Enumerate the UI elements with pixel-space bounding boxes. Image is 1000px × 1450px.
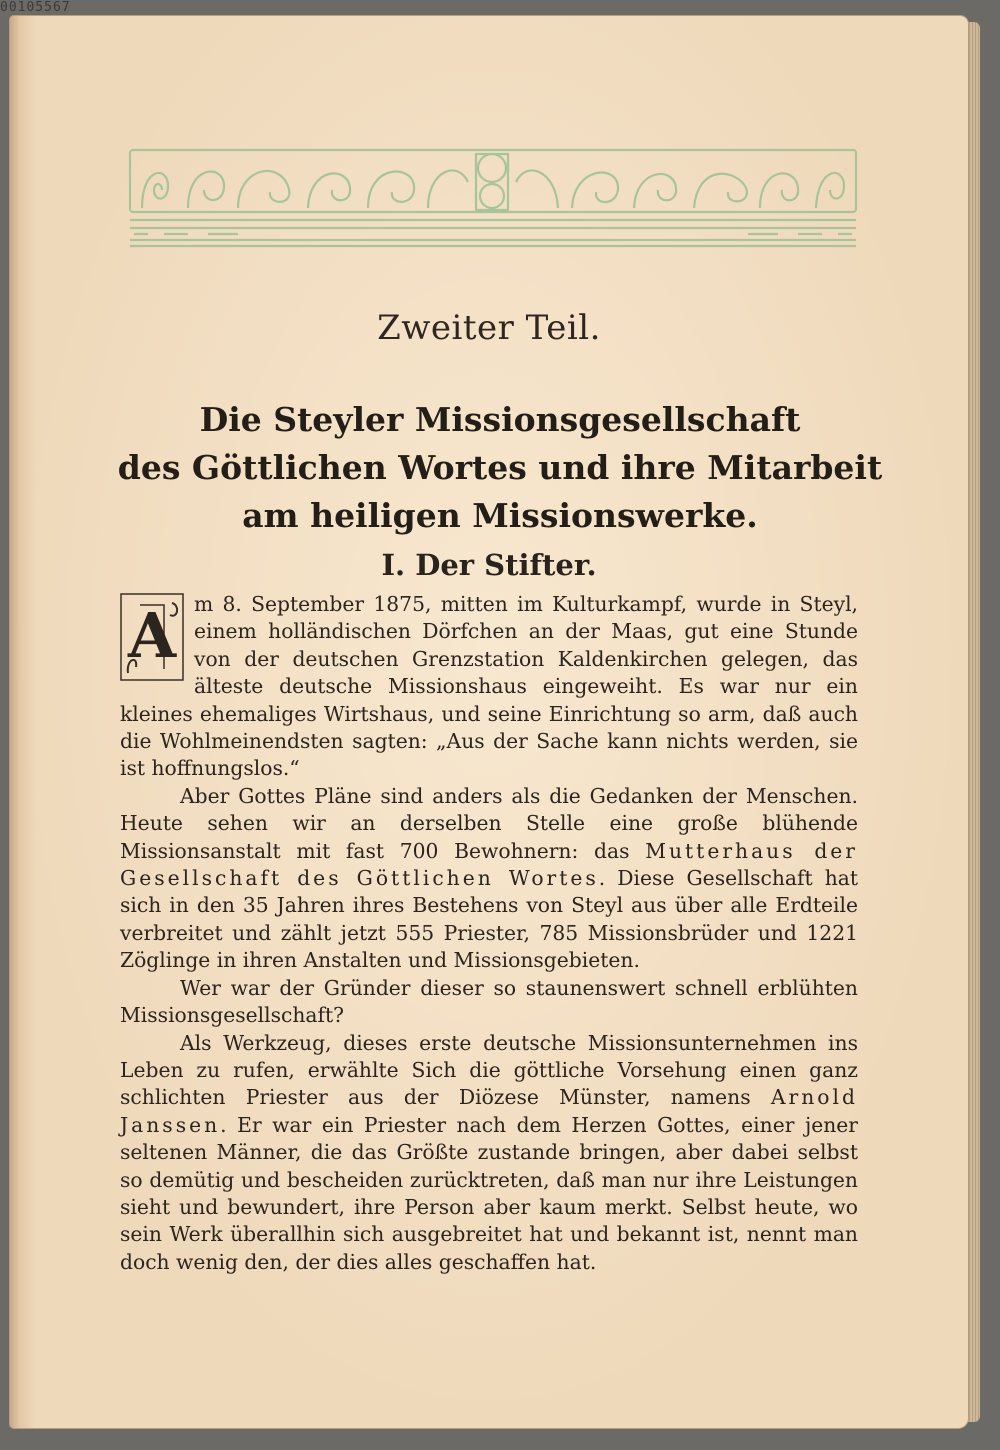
main-title-line-1: Die Steyler Missionsgesellschaft	[199, 400, 801, 439]
paragraph-2-part-a: Aber Gottes Pläne sind anders als die Gedanken der Menschen. Heute sehen wir an derselben Stelle eine große blühende Missionsanstalt mit fast 700 Bewohnern: das	[120, 783, 858, 863]
paragraph-4-part-c: . Er war ein Priester nach dem Herzen Gottes, einer jener seltenen Männer, die das Größte zustande bringen, aber dabei selbst so demütig und bescheiden zurücktreten, daß man nur ihre Leistungen sieht und bewundert, ihre Person aber kaum merkt. Selbst heute, wo sein Werk überallhin sich ausgebreitet hat und bekannt ist, nennt man doch wenig den, der dies alles geschaffen hat.	[120, 1112, 858, 1274]
paragraph-1-text: m 8. September 1875, mitten im Kulturkampf, wurde in Steyl, einem holländischen Dörfchen an der Maas, gut eine Stunde von der deutschen Grenzstation Kaldenkirchen gelegen, das älteste deutsche Missionshaus eingeweiht. Es war nur ein kleines ehemaliges Wirtshaus, und seine Einrichtung so arm, daß auch die Wohlmeinendsten sagten: „Aus der Sache kann nichts werden, sie ist hoffnungslos.“	[120, 592, 858, 781]
paragraph-3: Wer war der Gründer dieser so staunenswert schnell erblühten Missionsgesellschaft?	[120, 975, 858, 1028]
section-heading: I. Der Stifter.	[381, 548, 597, 582]
paragraph-2-part-c: . Diese Gesellschaft hat sich in den 35 Jahren ihres Bestehens von Steyl aus über alle Erdteile verbreitet und zählt jetzt 555 Priester, 785 Missionsbrüder und 1221 Zöglinge in ihren Anstalten und Missionsgebieten.	[120, 866, 858, 973]
main-title-line-3: am heiligen Missionswerke.	[242, 496, 758, 535]
paragraph-4-emphasis: Arnold Janssen	[120, 1085, 858, 1137]
paragraph-1	[120, 591, 858, 783]
book-page	[10, 16, 968, 1428]
paragraph-4-part-a: Als Werkzeug, dieses erste deutsche Missionsunternehmen ins Leben zu rufen, erwählte Sich die göttliche Vorsehung einen ganz schlichten Priester aus der Diözese Münster, namens	[120, 1030, 858, 1110]
paragraph-2-emphasis: Mutterhaus der Gesellschaft des Göttlichen Wortes	[120, 838, 858, 891]
scan-header-number: 00105567	[0, 0, 71, 15]
body-text	[120, 591, 858, 1276]
drop-cap-initial	[120, 593, 184, 681]
part-title: Zweiter Teil.	[377, 308, 601, 348]
main-title-line-2: des Göttlichen Wortes und ihre Mitarbeit	[117, 448, 883, 487]
drop-cap-letter: A	[127, 599, 177, 672]
paragraph-2	[120, 783, 858, 975]
paragraph-4	[120, 1030, 858, 1277]
decorative-ornament-band	[128, 146, 858, 261]
main-title	[110, 396, 890, 540]
